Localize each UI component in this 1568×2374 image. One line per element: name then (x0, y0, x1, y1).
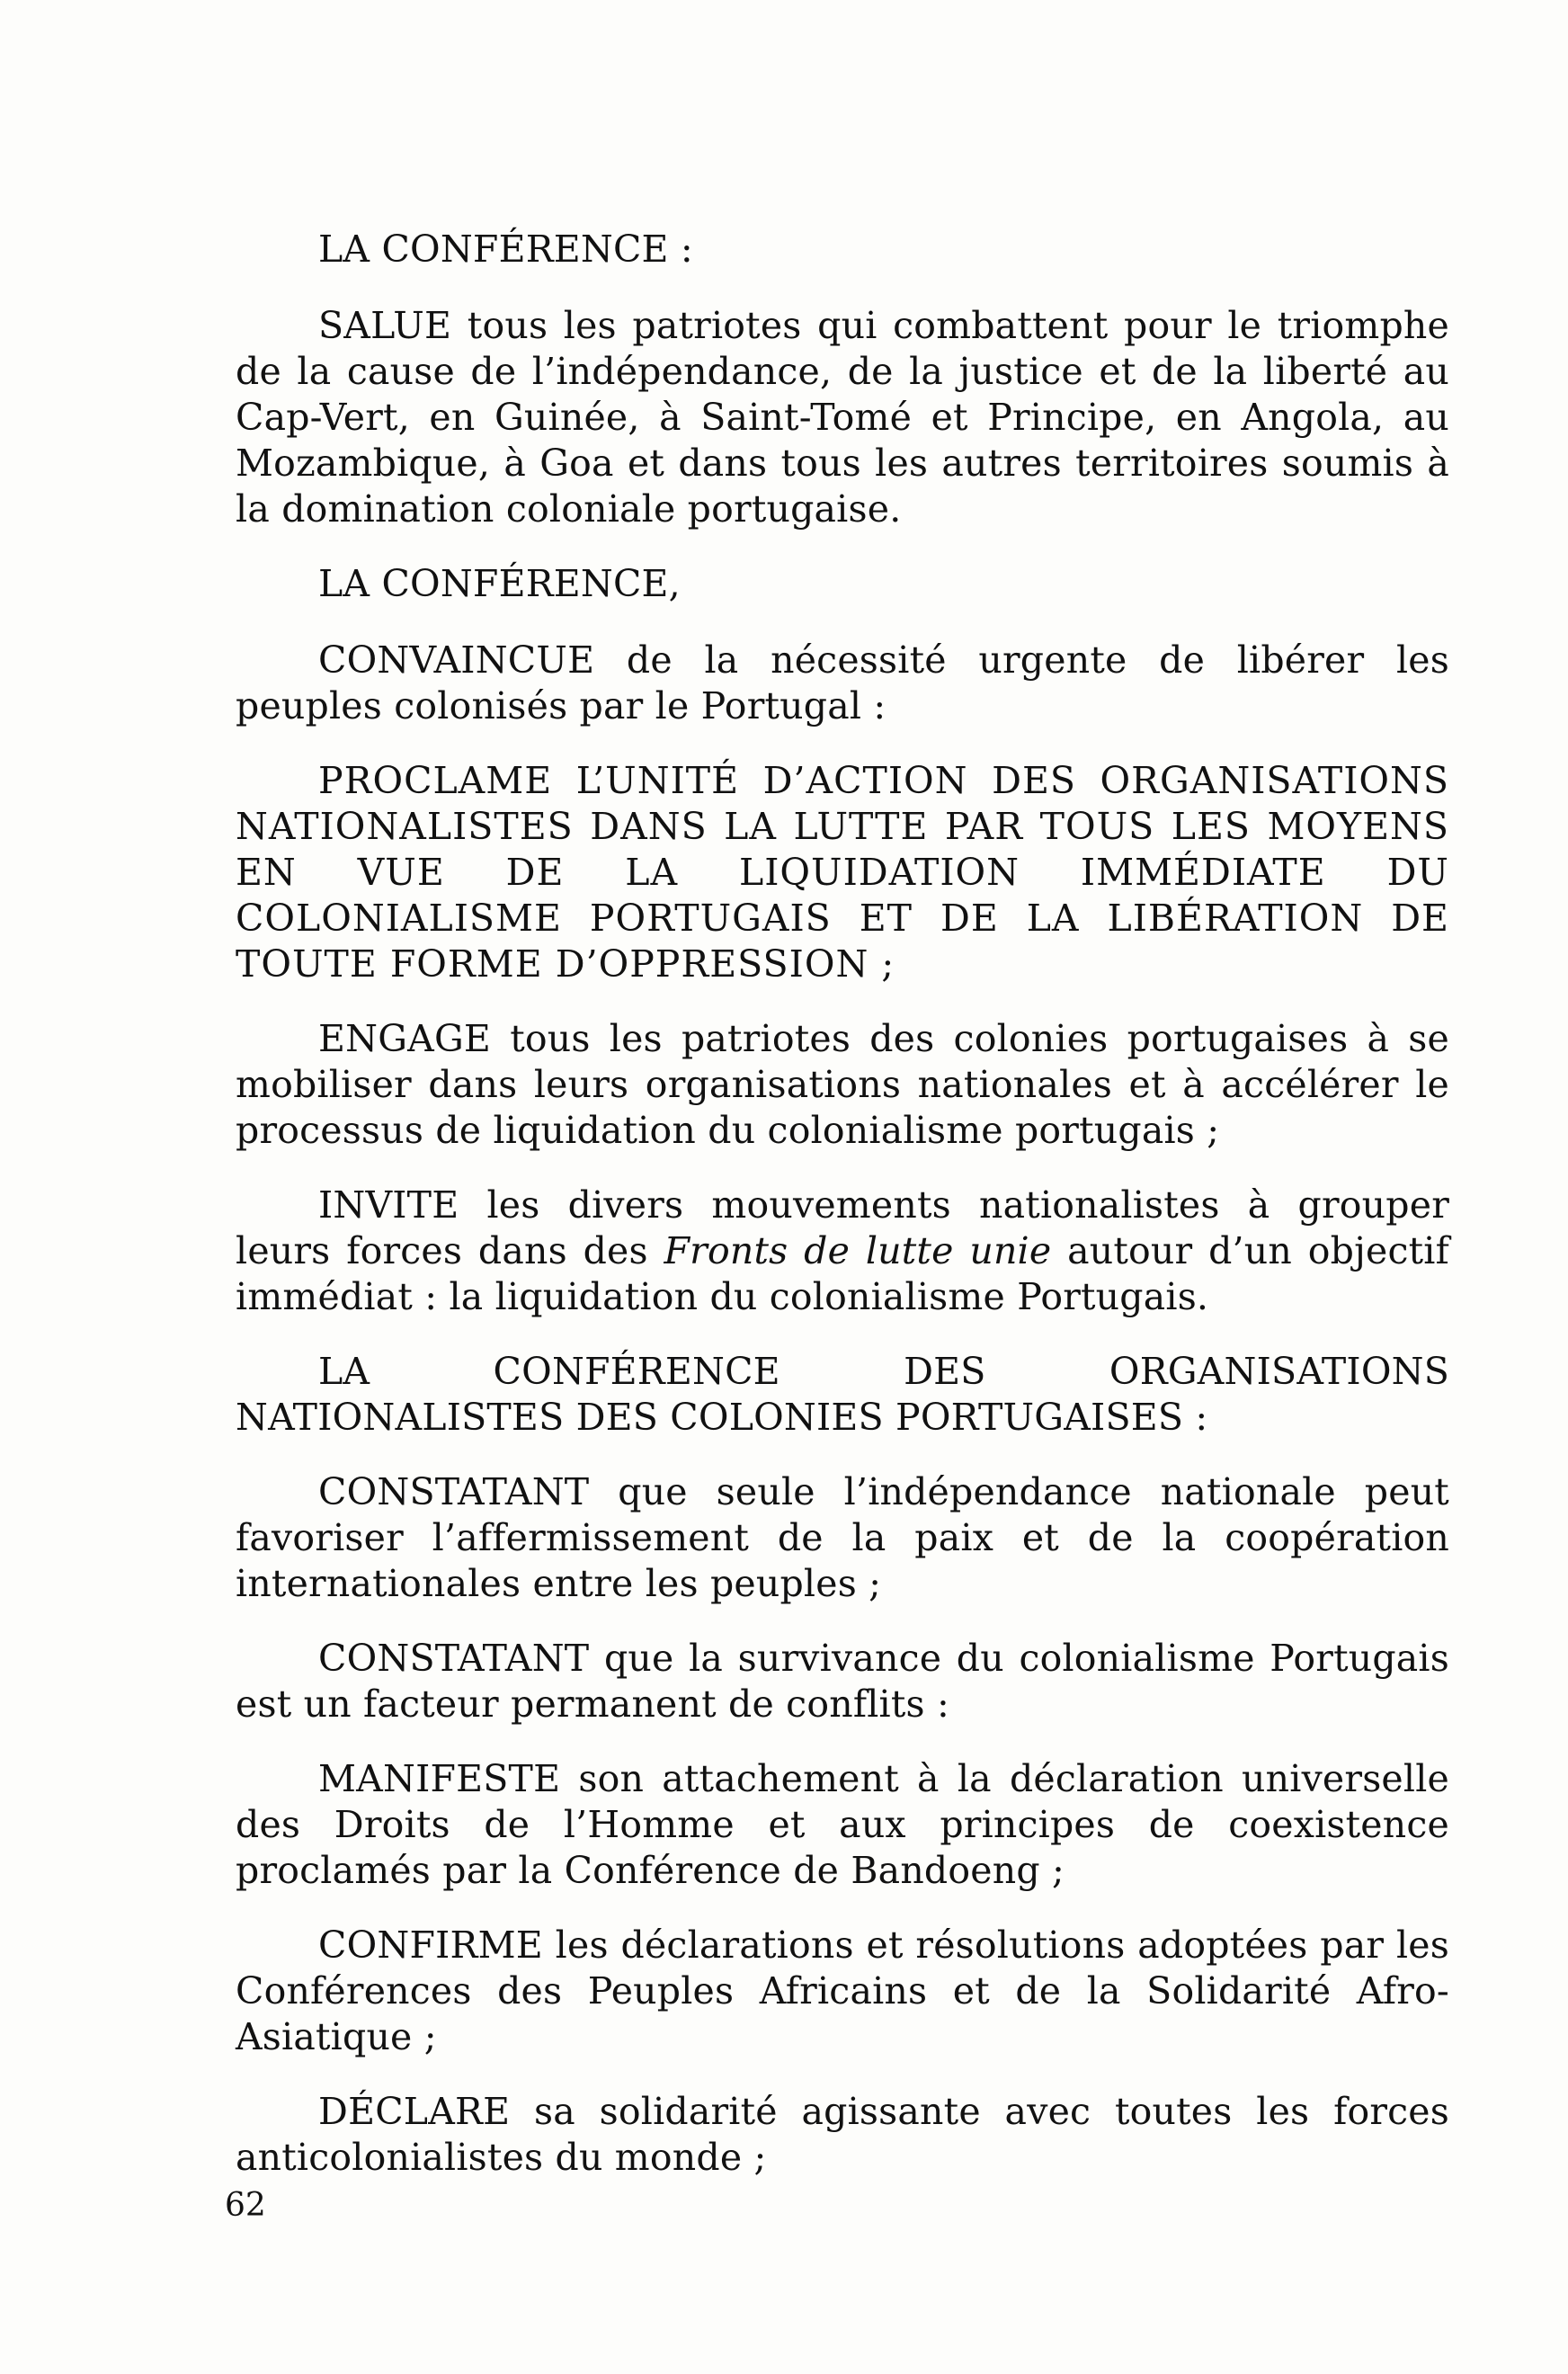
paragraph-confirme (236, 1923, 1449, 2060)
paragraph-convaincue (236, 638, 1449, 729)
block-text: L’UNITÉ D’ACTION DES ORGANISATIONS NATIONALISTES DANS LA LUTTE PAR TOUS LES MOYENS EN VUE DE LA LIQUIDATION IMMÉDIATE DU COLONIALISME PORTUGAIS ET DE LA LIBÉRATION DE TOUTE FORME D’OPPRESSION ; (236, 759, 1449, 986)
paragraph-invite (236, 1183, 1449, 1320)
block-keyword: CONFIRME (318, 1923, 543, 1967)
paragraph-manifeste (236, 1756, 1449, 1894)
paragraph-constatant-1 (236, 1469, 1449, 1607)
paragraph-constatant-2 (236, 1636, 1449, 1727)
heading-conference-organisations (236, 1349, 1449, 1441)
block-text: tous les patriotes des colonies portugaises à se mobiliser dans leurs organisations nationales et à accélérer le processus de liquidation du colonialisme portugais ; (236, 1017, 1449, 1152)
block-keyword: CONVAINCUE (318, 638, 595, 682)
heading-la-conference (236, 227, 1449, 272)
block-text: son attachement à la déclaration universelle des Droits de l’Homme et aux principes de coexistence proclamés par la Conférence de Bandoeng ; (236, 1757, 1449, 1892)
block-keyword: DÉCLARE (318, 2090, 511, 2133)
paragraph-declare (236, 2089, 1449, 2181)
block-text: que seule l’indépendance nationale peut favoriser l’affermissement de la paix et de la coopération internationales entre les peuples ; (236, 1470, 1449, 1605)
block-keyword: LA CONFÉRENCE, (318, 562, 681, 605)
italic-phrase: Fronts de lutte unie (664, 1229, 1052, 1272)
block-text-before: les divers mouvements nationalistes à grouper leurs forces dans des (236, 1183, 1449, 1272)
block-text: tous les patriotes qui combattent pour le triomphe de la cause de l’indépendance, de la justice et de la liberté au Cap-Vert, en Guinée, à Saint-Tomé et Principe, en Angola, au Mozambique, à Goa et dans tous les autres territoires soumis à la domination coloniale portugaise. (236, 304, 1449, 531)
paragraph-engage (236, 1016, 1449, 1154)
block-text: que la survivance du colonialisme Portugais est un facteur permanent de conflits : (236, 1637, 1449, 1726)
block-keyword: PROCLAME (318, 759, 553, 802)
block-text: les déclarations et résolutions adoptées par les Conférences des Peuples Africains et de la Solidarité Afro-Asiatique ; (236, 1923, 1449, 2058)
paragraph-proclame (236, 758, 1449, 987)
block-keyword: CONSTATANT (318, 1637, 590, 1680)
heading-la-conference-2 (236, 561, 1449, 607)
block-keyword: MANIFESTE (318, 1757, 561, 1800)
block-keyword: LA CONFÉRENCE DES ORGANISATIONS NATIONALISTES DES COLONIES PORTUGAISES : (236, 1350, 1449, 1439)
block-keyword: LA CONFÉRENCE : (318, 228, 693, 271)
block-keyword: SALUE (318, 304, 452, 347)
block-text-after: autour d’un objectif immédiat : la liquidation du colonialisme Portugais. (236, 1229, 1449, 1318)
block-text: de la nécessité urgente de libérer les peuples colonisés par le Portugal : (236, 638, 1449, 727)
block-keyword: CONSTATANT (318, 1470, 590, 1513)
block-text: sa solidarité agissante avec toutes les forces anticolonialistes du monde ; (236, 2090, 1449, 2179)
block-keyword: INVITE (318, 1183, 459, 1227)
block-keyword: ENGAGE (318, 1017, 492, 1060)
paragraph-salue (236, 303, 1449, 532)
page-number: 62 (225, 2187, 266, 2224)
resolution-text (236, 227, 1449, 2209)
